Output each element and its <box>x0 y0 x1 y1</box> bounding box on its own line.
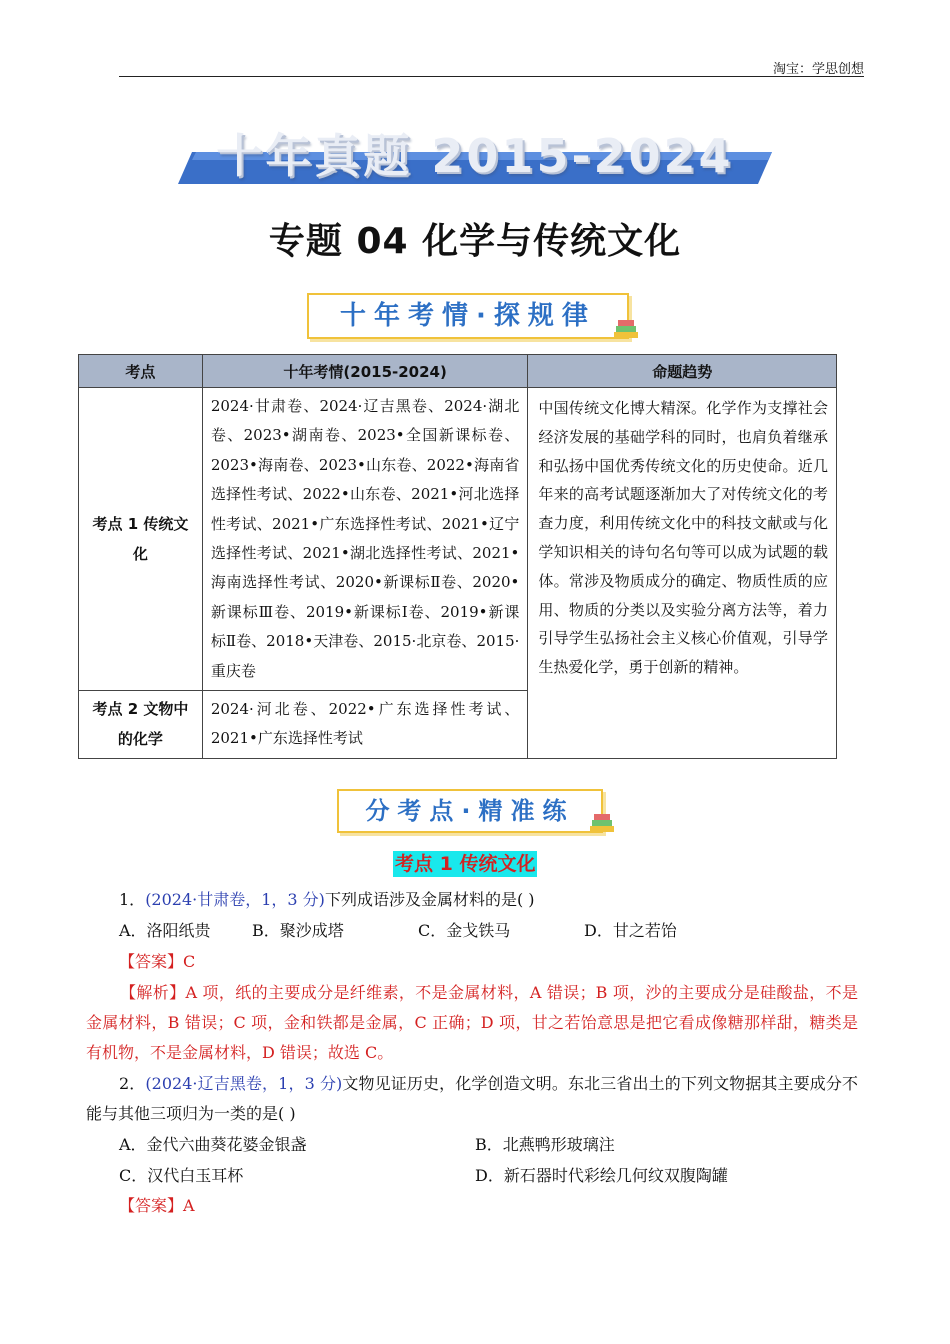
option-d: D．甘之若饴 <box>584 921 677 940</box>
question-stem: 文物见证历史，化学创造文明。东北三省出土的下列文物据其主要成分不能与其他三项归为一类的是( ) <box>86 1074 858 1123</box>
analysis-label: 【解析】 <box>120 983 186 1002</box>
table-cell-exams: 2024·甘肃卷、2024·辽吉黑卷、2024·湖北卷、2023•湖南卷、2023•全国新课标卷、2023•海南卷、2023•山东卷、2022•海南省选择性考试、2022•山东卷、2021•河北选择性考试、2021•广东选择性考试、2021•辽宁选择性考试、2021•湖北选择性考试、2021•海南选择性考试、2020•新课标Ⅱ卷、2020•新课标Ⅲ卷、2019•新课标Ⅰ卷、2019•新课标Ⅱ卷、2018•天津卷、2015·北京卷、2015·重庆卷 <box>202 388 528 691</box>
option-a: A．金代六曲葵花婆金银盏 <box>119 1135 307 1154</box>
question-source: (2024·辽吉黑卷，1，3 分) <box>145 1074 343 1093</box>
answer-line <box>119 1191 195 1221</box>
option-a: A．洛阳纸贵 <box>119 921 211 940</box>
table-cell-point: 考点 1 传统文化 <box>79 388 203 691</box>
option-b: B．北燕鸭形玻璃注 <box>475 1135 615 1154</box>
books-icon <box>612 318 640 340</box>
option-c: C．金戈铁马 <box>418 921 511 940</box>
answer-label: 【答案】 <box>119 1196 184 1215</box>
question-stem: 下列成语涉及金属材料的是( ) <box>324 890 535 909</box>
banner-title: 十年真题 2015-2024 <box>216 129 734 183</box>
table-row <box>79 388 837 691</box>
table-header-cell: 考点 <box>79 355 203 388</box>
answer-value: C <box>183 952 196 971</box>
table-cell-point: 考点 2 文物中的化学 <box>79 691 203 759</box>
analysis-block <box>86 978 858 1068</box>
option-b: B．聚沙成塔 <box>252 921 344 940</box>
subsection-title: 考点 1 传统文化 <box>395 853 536 875</box>
question-2 <box>86 1069 858 1129</box>
table-cell-trend: 中国传统文化博大精深。化学作为支撑社会经济发展的基础学科的同时，也肩负着继承和弘扬中国优秀传统文化的历史使命。近几年来的高考试题逐渐加大了对传统文化的考查力度，利用传统文化中的科技文献或与化学知识相关的诗句名句等可以成为试题的载体。常涉及物质成分的确定、物质性质的应用、物质的分类以及实验分离方法等，着力引导学生弘扬社会主义核心价值观，引导学生热爱化学，勇于创新的精神。 <box>528 388 837 759</box>
answer-line <box>119 947 195 977</box>
question-number: 2． <box>119 1074 146 1093</box>
question-1 <box>119 885 859 915</box>
question-number: 1． <box>119 890 146 909</box>
table-header-cell: 十年考情(2015-2024) <box>202 355 528 388</box>
answer-label: 【答案】 <box>119 952 184 971</box>
section-badge-practice: 分考点·精准练 <box>337 789 603 833</box>
section-badge-trends: 十年考情·探规律 <box>307 293 629 339</box>
page-title: 专题 04 化学与传统文化 <box>268 221 682 262</box>
table-header-row <box>79 355 837 388</box>
books-icon <box>588 812 616 834</box>
table-header-cell: 命题趋势 <box>528 355 837 388</box>
exam-info-table <box>78 354 837 759</box>
option-d: D．新石器时代彩绘几何纹双腹陶罐 <box>475 1166 728 1185</box>
table-cell-exams: 2024·河北卷、2022•广东选择性考试、2021•广东选择性考试 <box>202 691 528 759</box>
answer-value: A <box>183 1196 195 1215</box>
analysis-text: A 项，纸的主要成分是纤维素，不是金属材料，A 错误；B 项，沙的主要成分是硅酸盐，不是金属材料，B 错误；C 项，金和铁都是金属，C 正确；D 项，甘之若饴意思是把它看成像糖那样甜，糖类是有机物，不是金属材料，D 错误；故选 C。 <box>86 983 858 1062</box>
header-text: 淘宝：学思创想 <box>772 62 864 77</box>
option-c: C．汉代白玉耳杯 <box>119 1166 244 1185</box>
question-source: (2024·甘肃卷，1，3 分) <box>145 890 325 909</box>
banner <box>178 118 772 188</box>
header-rule <box>119 76 864 77</box>
